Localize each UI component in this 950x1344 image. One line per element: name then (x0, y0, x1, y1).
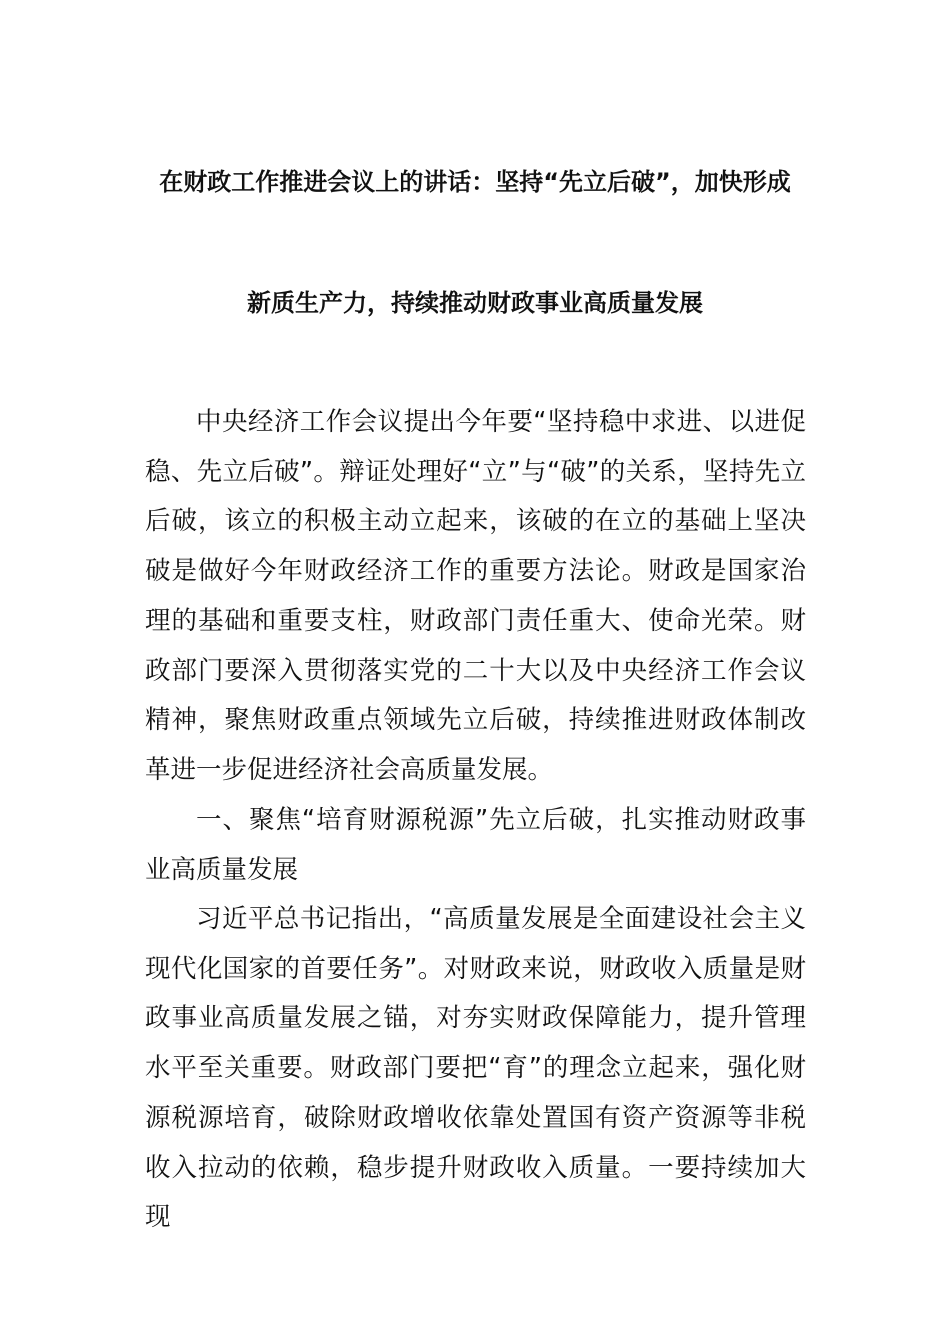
body-paragraph-intro: 中央经济工作会议提出今年要“坚持稳中求进、以进促稳、先立后破”。辩证处理好“立”与“破”的关系，坚持先立后破，该立的积极主动立起来，该破的在立的基础上坚决破是做好今年财政经济工作的重要方法论。财政是国家治理的基础和重要支柱，财政部门责任重大、使命光荣。财政部门要深入贯彻落实党的二十大以及中央经济工作会议精神，聚焦财政重点领域先立后破，持续推进财政体制改革进一步促进经济社会高质量发展。 (145, 407, 806, 785)
document-title-line-1: 在财政工作推进会议上的讲话：坚持“先立后破”，加快形成 (159, 168, 791, 196)
section-heading-1: 一、聚焦“培育财源税源”先立后破，扎实推动财政事业高质量发展 (145, 805, 806, 885)
document-title-line-2: 新质生产力，持续推动财政事业高质量发展 (247, 289, 703, 317)
body-paragraph-section-1: 习近平总书记指出，“高质量发展是全面建设社会主义现代化国家的首要任务”。对财政来说，财政收入质量是财政事业高质量发展之锚，对夯实财政保障能力，提升管理水平至关重要。财政部门要把“育”的理念立起来，强化财源税源培育，破除财政增收依靠处置国有资产资源等非税收入拉动的依赖，稳步提升财政收入质量。一要持续加大现 (145, 904, 806, 1233)
